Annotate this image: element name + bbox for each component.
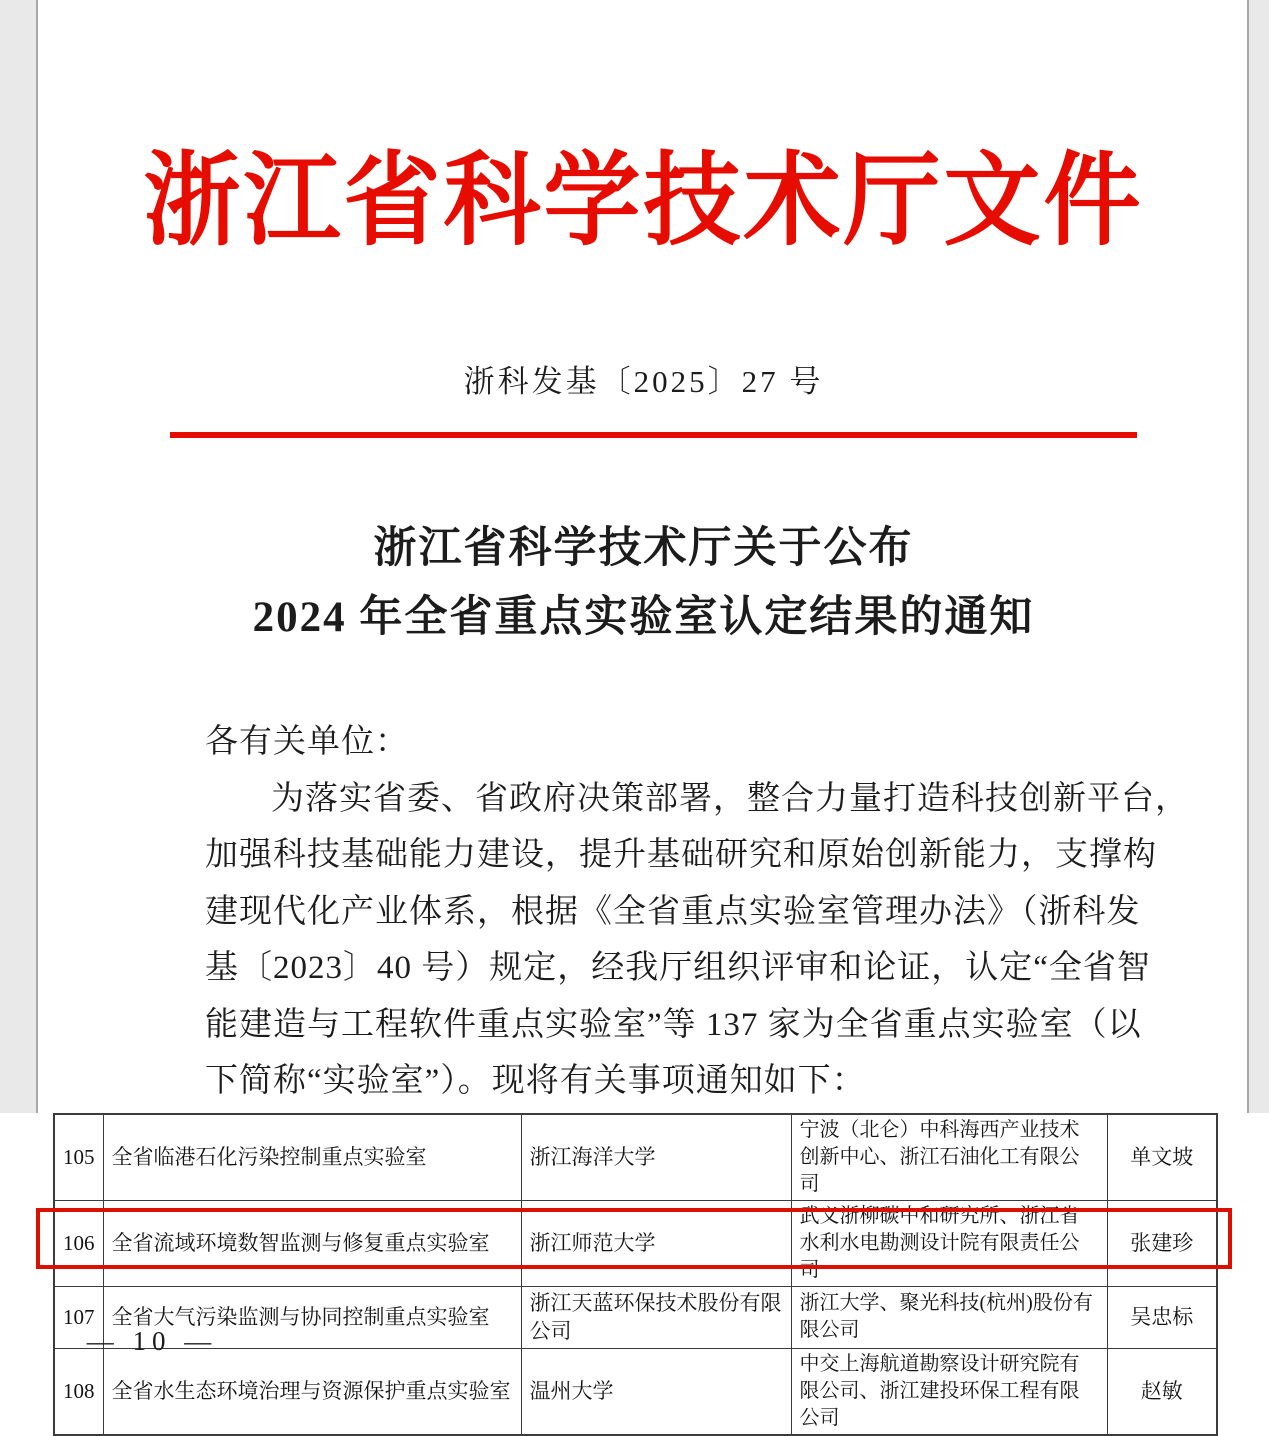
cell-institution: 浙江师范大学: [521, 1201, 791, 1287]
cell-row-number: 108: [54, 1348, 103, 1435]
red-divider-rule: [170, 432, 1137, 438]
laboratory-results-table: [53, 1113, 1218, 1436]
salutation: 各有关单位：: [205, 724, 409, 760]
cell-partners: 中交上海航道勘察设计研究院有限公司、浙江建投环保工程有限公司: [791, 1348, 1107, 1435]
page-margin-right: [1247, 0, 1269, 1113]
table-row: [54, 1201, 1217, 1287]
document-number: 浙科发基〔2025〕27 号: [463, 364, 824, 399]
letterhead-title: 浙江省科学技术厅文件: [143, 145, 1144, 258]
cell-partners: 武义浙柳碳中和研究所、浙江省水利水电勘测设计院有限责任公司: [791, 1201, 1107, 1287]
page-margin-left: [0, 0, 38, 1113]
cell-lab-name: 全省临港石化污染控制重点实验室: [103, 1114, 521, 1201]
cell-director: 赵敏: [1107, 1348, 1217, 1435]
cell-row-number: 106: [54, 1201, 103, 1287]
cell-director: 张建珍: [1107, 1201, 1217, 1287]
notice-title-line1: 浙江省科学技术厅关于公布: [373, 525, 914, 572]
cell-lab-name: 全省流域环境数智监测与修复重点实验室: [103, 1201, 521, 1287]
cell-partners: 浙江大学、聚光科技(杭州)股份有限公司: [791, 1287, 1107, 1349]
cell-row-number: 107: [54, 1287, 103, 1349]
cell-director: 单文坡: [1107, 1114, 1217, 1201]
cell-institution: 浙江天蓝环保技术股份有限公司: [521, 1287, 791, 1349]
cell-row-number: 105: [54, 1114, 103, 1201]
page-number: — 10 —: [86, 1326, 218, 1356]
body-line: 基〔2023〕40 号）规定，经我厅组织评审和论证，认定“全省智: [205, 950, 1151, 986]
body-line: 下简称“实验室”）。现将有关事项通知如下：: [205, 1063, 866, 1099]
table-row: [54, 1348, 1217, 1435]
cell-lab-name: 全省大气污染监测与协同控制重点实验室: [103, 1287, 521, 1349]
table-row: [54, 1114, 1217, 1201]
notice-title-line2: 2024 年全省重点实验室认定结果的通知: [252, 594, 1035, 641]
notice-title: [42, 514, 1245, 652]
body-line: 为落实省委、省政府决策部署，整合力量打造科技创新平台，: [271, 780, 1189, 817]
cell-director: 吴忠标: [1107, 1287, 1217, 1349]
body-line: 加强科技基础能力建设，提升基础研究和原始创新能力，支撑构: [205, 837, 1157, 873]
cell-institution: 浙江海洋大学: [521, 1114, 791, 1201]
cell-institution: 温州大学: [521, 1348, 791, 1435]
body-text: [205, 714, 1189, 1110]
body-line: 建现代化产业体系，根据《全省重点实验室管理办法》（浙科发: [205, 893, 1141, 930]
body-line: 能建造与工程软件重点实验室”等 137 家为全省重点实验室（以: [205, 1006, 1142, 1043]
cell-lab-name: 全省水生态环境治理与资源保护重点实验室: [103, 1348, 521, 1435]
cell-partners: 宁波（北仑）中科海西产业技术创新中心、浙江石油化工有限公司: [791, 1114, 1107, 1201]
